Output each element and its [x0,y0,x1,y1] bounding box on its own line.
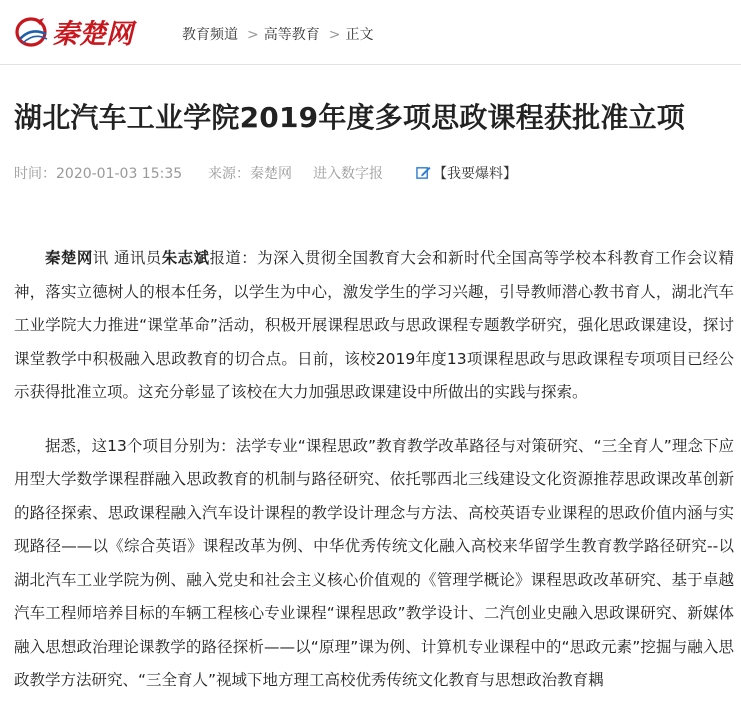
article-title: 湖北汽车工业学院2019年度多项思政课程获批准立项 [14,101,685,134]
site-header [0,0,741,65]
breadcrumb-education-channel[interactable]: 教育频道 [182,27,238,43]
breadcrumb-current: 正文 [345,27,374,43]
breadcrumb-separator: > [328,27,341,43]
article-body [14,242,734,718]
report-news-link[interactable] [416,163,517,183]
source-label: 来源： [208,166,250,182]
paragraph-intro [14,242,734,410]
digital-paper-link[interactable]: 进入数字报 [313,166,383,182]
intro-text: 报道：为深入贯彻全国教育大会和新时代全国高等学校本科教育工作会议精神，落实立德树人的根本任务，以学生为中心，激发学生的学习兴趣，引导教师潜心教书育人，湖北汽车工业学院大力推进“课堂革命”活动，积极开展课程思政与思政课程专题教学研究，强化思政课建设，探讨课堂教学中积极融入思政教育的切合点。日前，该校2019年度13项课程思政与思政课程专项项目已经公示获得批准立项。这充分彰显了该校在大力加强思政课建设中所做出的实践与探索。 [14,249,734,401]
site-logo[interactable] [14,12,166,52]
paragraph-projects: 据悉，这13个项目分别为：法学专业“课程思政”教育教学改革路径与对策研究、“三全育人”理念下应用型大学数学课程群融入思政教育的机制与路径研究、依托鄂西北三线建设文化资源推荐思政课改革创新的路径探索、思政课程融入汽车设计课程的教学设计理念与方法、高校英语专业课程的思政价值内涵与实现路径——以《综合英语》课程改革为例、中华优秀传统文化融入高校来华留学生教育教学路径研究--以湖北汽车工业学院为例、融入党史和社会主义核心价值观的《管理学概论》课程思政改革研究、基于卓越汽车工程师培养目标的车辆工程核心专业课程“课程思政”教学设计、二汽创业史融入思政课研究、新媒体融入思想政治理论课教学的路径探析——以“原理”课为例、计算机专业课程中的“思政元素”挖掘与融入思政教学方法研究、“三全育人”视域下地方理工高校优秀传统文化教育与思想政治教育耦 [14,436,734,689]
author-name: 朱志斌 [161,249,210,267]
breadcrumb-separator: > [247,27,259,43]
correspondent-label: 讯 通讯员 [92,249,162,267]
svg-text:秦楚网: 秦楚网 [52,19,133,50]
edit-icon [416,165,431,180]
article-source [208,163,292,183]
breadcrumb [182,24,373,44]
time-label: 时间： [14,166,56,182]
publish-time [14,163,182,183]
news-org: 秦楚网 [45,249,93,267]
source-value: 秦楚网 [250,166,292,182]
report-label: 【我要爆料】 [433,166,517,182]
time-value: 2020-01-03 15:35 [56,166,183,182]
breadcrumb-higher-education[interactable]: 高等教育 [263,27,320,43]
